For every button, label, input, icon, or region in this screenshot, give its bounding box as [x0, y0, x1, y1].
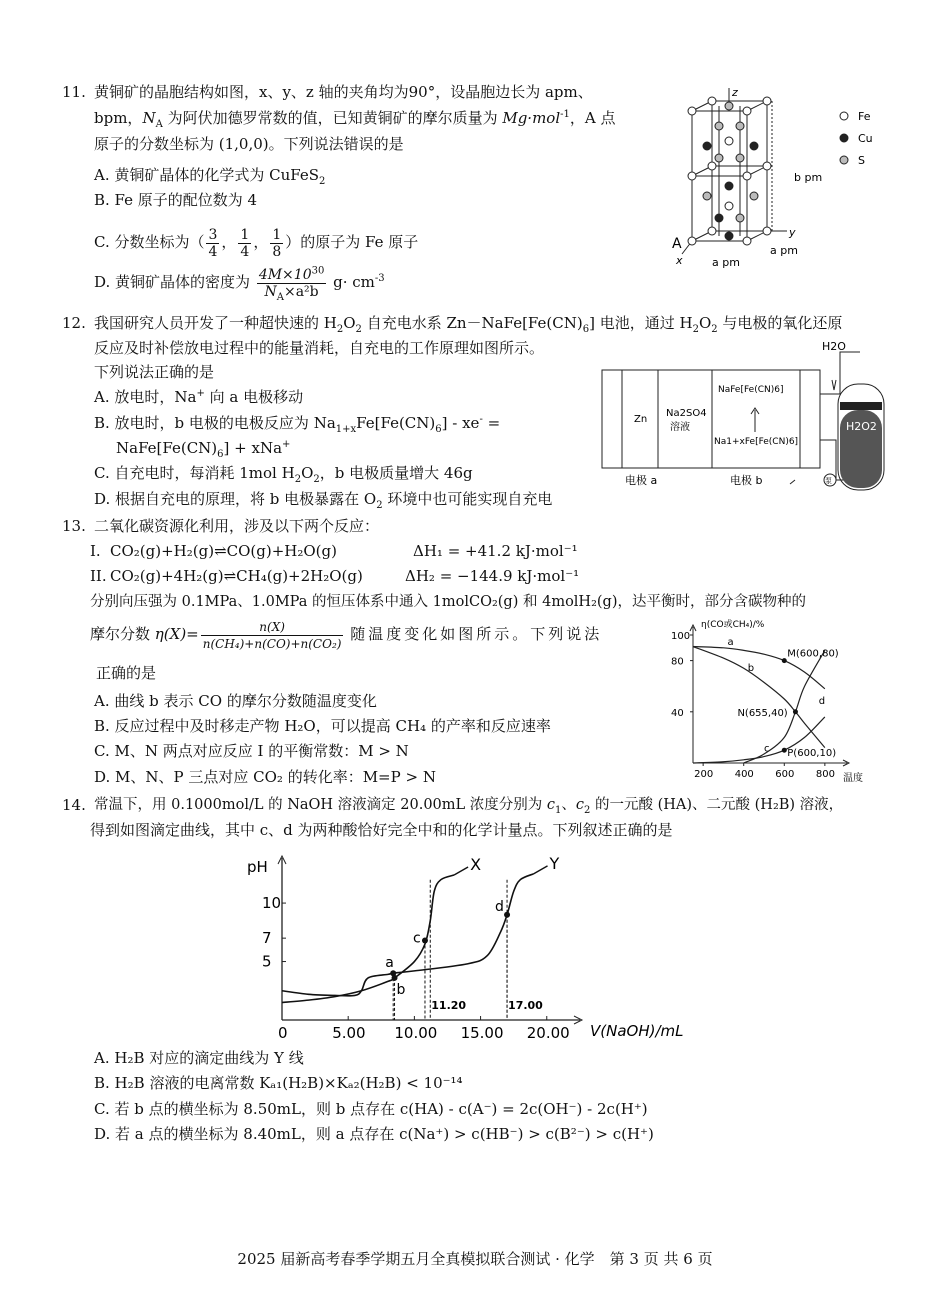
option-b-cont: $NaFe[Fe(CN)_6] + xNa^+$: [116, 439, 291, 460]
legend-s: S: [858, 154, 865, 167]
x-tick-label: 20.00: [526, 1024, 570, 1042]
question-stem: 原子的分数坐标为 (1,0,0)。下列说法错误的是: [94, 135, 404, 153]
b-pm-label: b pm: [794, 171, 823, 184]
question-stem: 黄铜矿的晶胞结构如图，x、y、z 轴的夹角均为90°，设晶胞边长为 apm、: [94, 83, 593, 101]
curve-d: [744, 650, 825, 763]
reaction-2-label: II.: [90, 567, 107, 585]
na1x-label: Na1+xFe[Fe(CN)6]: [714, 437, 799, 447]
reaction-2-enthalpy: ΔH₂ = −144.9 kJ·mol⁻¹: [405, 567, 580, 585]
solution-label: 溶液: [670, 422, 690, 433]
x-tick-label: 5.00: [332, 1024, 366, 1042]
point-label: N(655,40): [737, 707, 788, 719]
curve-label-a: a: [727, 637, 734, 649]
point-label: c: [412, 930, 421, 947]
option-d[interactable]: D. 根据自充电的原理，将 b 电极暴露在 $O_2$ 环境中也可能实现自充电: [94, 490, 553, 511]
option-a[interactable]: A. 放电时，Na+ 向 a 电极移动: [94, 388, 304, 406]
question-stem: 正确的是: [96, 664, 157, 682]
curve-label-X: X: [470, 855, 482, 875]
data-point: [422, 937, 428, 943]
marker-label: 17.00: [508, 999, 543, 1012]
y-axis-label: η(CO或CH₄)/%: [701, 620, 765, 630]
x-tick-label: 800: [815, 769, 835, 780]
electrode-a-label: 电极 a: [625, 474, 658, 487]
axis-x-label: x: [676, 254, 683, 267]
option-c[interactable]: C. M、N 两点对应反应 I 的平衡常数：M > N: [94, 742, 409, 760]
curve-Y: [282, 874, 534, 996]
y-tick-label: 100: [671, 631, 691, 642]
x-tick-label: 15.00: [460, 1024, 504, 1042]
x-tick-label: 600: [775, 769, 795, 780]
question-stem: 得到如图滴定曲线，其中 c、d 为两种酸恰好完全中和的化学计量点。下列叙述正确的是: [90, 821, 673, 839]
x-axis-label: V(NaOH)/mL: [590, 1022, 684, 1040]
option-c[interactable]: C. 分数坐标为（ $\frac{3}{4}$ ， $\frac{1}{4}$ ， $\frac{1}{8}$ ）的原子为 Fe 原子: [94, 226, 419, 260]
chart-14: [245, 848, 705, 1044]
curve-label-c: c: [764, 743, 770, 755]
curve-leader-Y: [534, 866, 548, 874]
question-number: 13.: [62, 517, 86, 535]
x-tick-label: 10.00: [394, 1024, 438, 1042]
question-stem: bpm，$N_A$ 为阿伏加德罗常数的值，已知黄铜矿的摩尔质量为 Mg·mol$^{-1}$，A 点: [94, 109, 616, 130]
option-b[interactable]: B. H₂B 溶液的电离常数 Kₐ₁(H₂B)×Kₐ₂(H₂B) < 10⁻¹⁴: [94, 1074, 463, 1092]
y-tick-label: 7: [262, 929, 272, 948]
option-c[interactable]: C. 若 b 点的横坐标为 8.50mL，则 b 点存在 c(HA) - c(A⁻) = 2c(OH⁻) - 2c(H⁺): [94, 1100, 648, 1118]
data-point: [793, 709, 798, 714]
option-b[interactable]: B. 放电时，b 电极的电极反应为 $Na_{1+x}Fe[Fe(CN)_6] - xe^-$ =: [94, 414, 501, 435]
x-tick-label: 400: [734, 769, 754, 780]
legend-fe: Fe: [858, 110, 871, 123]
a-pm-label: a pm: [712, 256, 740, 269]
option-b[interactable]: B. 反应过程中及时移走产物 H₂O，可以提高 CH₄ 的产率和反应速率: [94, 717, 551, 735]
option-c[interactable]: C. 自充电时，每消耗 1mol $H_2O_2$，b 电极质量增大 46g: [94, 464, 473, 485]
point-a-label: A: [672, 236, 682, 252]
option-d[interactable]: D. 黄铜矿晶体的密度为 $\frac{4M\times 10^{30}}{N_A\times a^2b}$ $g\cdot cm^{-3}$: [94, 264, 385, 303]
y-tick-label: 10: [262, 894, 282, 913]
point-label: a: [385, 955, 394, 972]
battery-figure: [600, 340, 890, 495]
crystal-cell-figure: [672, 86, 887, 271]
h2o2-label: H2O2: [846, 420, 877, 433]
option-a[interactable]: A. 曲线 b 表示 CO 的摩尔分数随温度变化: [94, 692, 377, 710]
x-tick-label: 200: [694, 769, 714, 780]
x-axis-label: 温度: [843, 773, 863, 784]
data-point: [782, 748, 787, 753]
chart-13: [665, 615, 890, 790]
question-stem: 摩尔分数 η(X)= $\frac{n(X)}{\text{n(CH₄)+n(CO)+n(CO₂)}}$ 随温度变化如图所示。下列说法: [90, 619, 603, 651]
option-a[interactable]: A. H₂B 对应的滴定曲线为 Y 线: [94, 1049, 304, 1067]
y-axis-label: pH: [247, 858, 268, 876]
y-tick-label: 40: [671, 707, 684, 719]
axis-y-label: y: [789, 226, 796, 239]
marker-label: 11.20: [431, 999, 467, 1012]
curve-leader-X: [454, 867, 468, 875]
axis-z-label: z: [732, 86, 738, 99]
point-label: P(600,10): [787, 748, 837, 760]
question-stem: 反应及时补偿放电过程中的能量消耗，自充电的工作原理如图所示。: [94, 339, 545, 357]
data-point: [392, 975, 398, 981]
reaction-1-equation: CO₂(g)+H₂(g)⇌CO(g)+H₂O(g): [110, 542, 337, 560]
option-d[interactable]: D. M、N、P 三点对应 CO₂ 的转化率：M=P > N: [94, 768, 436, 786]
a-pm-label: a pm: [770, 244, 798, 257]
option-a[interactable]: A. 黄铜矿晶体的化学式为 CuFeS$_2$: [94, 166, 326, 187]
data-point: [782, 658, 787, 663]
electrode-b-label: 电极 b: [730, 474, 763, 487]
question-number: 14.: [62, 796, 86, 814]
reaction-1-enthalpy: ΔH₁ = +41.2 kJ·mol⁻¹: [413, 542, 578, 560]
y-tick-label: 80: [671, 656, 684, 668]
reaction-2-equation: CO₂(g)+4H₂(g)⇌CH₄(g)+2H₂O(g): [110, 567, 363, 585]
h2o-label: H2O: [822, 340, 846, 353]
nafe-label: NaFe[Fe(CN)6]: [718, 385, 784, 395]
question-stem: 常温下，用 0.1000mol/L 的 NaOH 溶液滴定 20.00mL 浓度分别为 $c_1$、$c_2$ 的一元酸 (HA)、二元酸 (H₂B) 溶液，: [94, 797, 844, 816]
x-tick-label: 0: [278, 1024, 288, 1042]
question-stem: 我国研究人员开发了一种超快速的 $H_2O_2$ 自充电水系 $Zn-NaFe[Fe(CN)_6]$ 电池，通过 $H_2O_2$ 与电极的氧化还原: [94, 314, 843, 335]
legend-cu: Cu: [858, 132, 873, 145]
option-b[interactable]: B. Fe 原子的配位数为 4: [94, 191, 258, 209]
y-tick-label: 5: [262, 952, 272, 971]
page-footer: 2025 届新高考春季学期五月全真模拟联合测试 · 化学 第 3 页 共 6 页: [237, 1250, 713, 1268]
curve-label-d: d: [818, 696, 826, 708]
reaction-1-label: I.: [90, 542, 101, 560]
question-stem: 下列说法正确的是: [94, 363, 215, 381]
zn-label: Zn: [634, 414, 648, 425]
na2so4-label: Na2SO4: [666, 408, 707, 419]
curve-label-b: b: [747, 662, 755, 674]
question-stem: 分别向压强为 0.1MPa、1.0MPa 的恒压体系中通入 1molCO₂(g) 和 4molH₂(g)，达平衡时，部分含碳物种的: [90, 594, 806, 610]
question-stem: 二氧化碳资源化利用，涉及以下两个反应：: [94, 517, 380, 535]
question-number: 11.: [62, 83, 86, 101]
question-number: 12.: [62, 314, 86, 332]
curve-X: [282, 875, 454, 1002]
point-label: M(600,80): [787, 648, 839, 660]
curve-label-Y: Y: [549, 853, 560, 873]
point-label: d: [495, 898, 504, 915]
pump-label: 泵: [825, 477, 832, 485]
point-label: b: [396, 981, 406, 998]
option-d[interactable]: D. 若 a 点的横坐标为 8.40mL，则 a 点存在 c(Na⁺) > c(HB⁻) > c(B²⁻) > c(H⁺): [94, 1125, 654, 1143]
curve-b: [693, 647, 825, 748]
